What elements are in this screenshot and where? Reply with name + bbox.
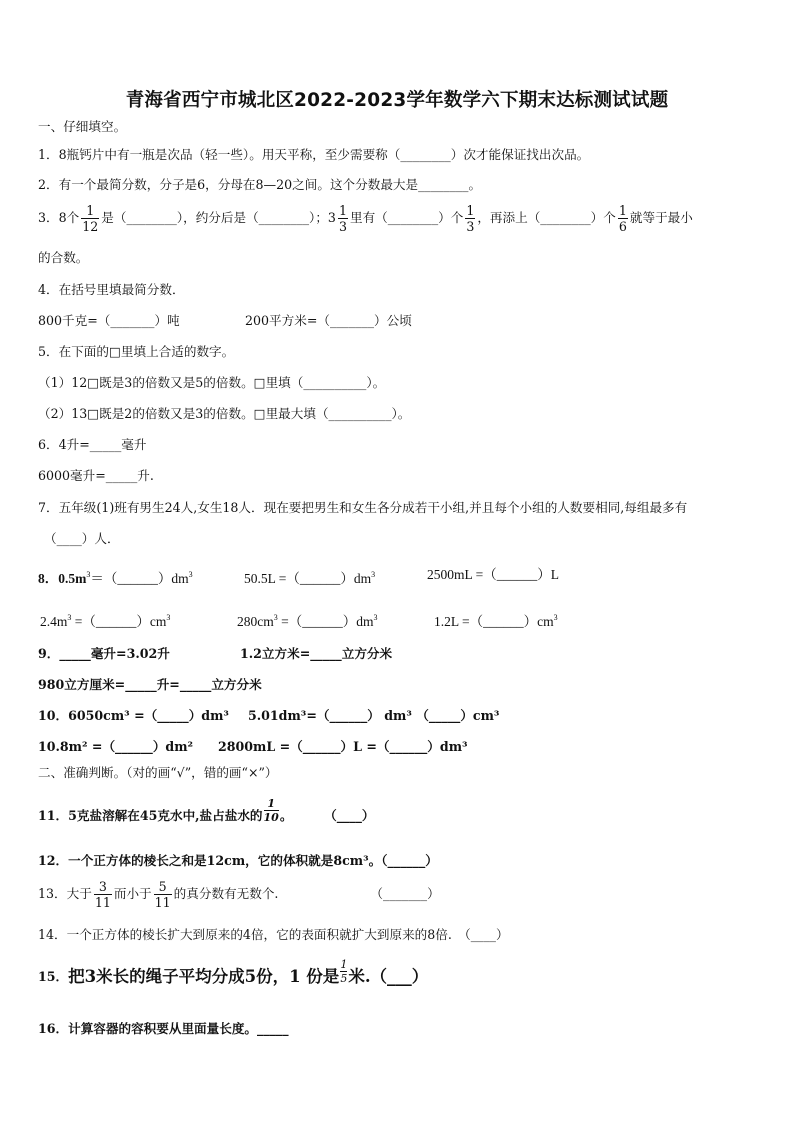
question-1: 1．8瓶钙片中有一瓶是次品（轻一些）。用天平称，至少需要称（________）次才能保证找出次品。 [38,147,590,162]
question-10b: 5.01dm³=（______） dm³ （_____）cm³ [248,708,500,723]
fraction: $\frac{1}{3}$ [466,203,475,234]
question-7: 7．五年级(1)班有男生24人,女生18人．现在要把男生和女生各分成若干小组,并且每个小组的人数要相同,每组最多有 [38,500,688,515]
question-13: 13．大于 $\frac{3}{11}$ 而小于 $\frac{5}{11}$ 的真分数有无数个. （_______） [38,879,440,910]
fraction: $\frac{1}{6}$ [618,203,627,234]
section-2-heading: 二、准确判断。（对的画“√”，错的画“×”） [38,765,278,780]
question-15: 15．把3米长的绳子平均分成5份，1 份是 $\frac{1}{5}$ 米.（___） [38,958,429,986]
question-9c: 980立方厘米=_____升=_____立方分米 [38,677,262,692]
question-2: 2．有一个最简分数，分子是6，分母在8—20之间。这个分数最大是________。 [38,177,482,192]
question-12: 12．一个正方体的棱长之和是12cm，它的体积就是8cm³。（______） [38,853,438,868]
question-11: 11．5克盐溶解在45克水中,盐占盐水的 $\frac{1}{10}$ 。 （____） [38,797,375,824]
fraction: $\frac{1}{3}$ [338,203,347,234]
question-8-item-3: 2500mL =（______）L [427,567,559,582]
question-3-continued: 的合数。 [38,250,89,265]
question-5b: （2）13□既是2的倍数又是3的倍数。□里最大填（__________）。 [38,406,411,421]
question-4a: 800千克=（_______）吨 [38,313,180,328]
question-6a: 6．4升=_____毫升 [38,437,147,452]
question-8-item-2: $50.5L =(\_\_\_\_\_\_)dm^3$ [244,570,376,586]
question-16: 16．计算容器的容积要从里面量长度。_____ [38,1021,289,1036]
fraction: $\frac{1}{12}$ [82,203,99,234]
question-4: 4．在括号里填最简分数． [38,282,185,297]
fraction: $\frac{3}{11}$ [94,879,111,910]
section-1-heading: 一、仔细填空。 [38,119,127,134]
question-4b: 200平方米=（_______）公顷 [245,313,412,328]
page-title: 青海省西宁市城北区2022-2023学年数学六下期末达标测试试题 [125,90,669,111]
fraction: $\frac{1}{10}$ [263,797,279,824]
question-8-item-4: $2.4m^3$ $=(\_\_\_\_\_\_)cm^3$ [40,613,171,629]
question-14: 14．一个正方体的棱长扩大到原来的4倍，它的表面积就扩大到原来的8倍. （____） [38,927,509,942]
fraction: $\frac{1}{5}$ [340,958,348,985]
question-8-item-5: $280cm^3$ $=(\_\_\_\_\_\_)dm^3$ [237,613,378,629]
question-10c: 10.8m² =（______）dm² [38,739,194,754]
question-3: 3．8个 $\frac{1}{12}$ 是（________），约分后是（________）；3 $\frac{1}{3}$ 里有（________）个 $\frac{1}{3}$ ，再添上（________）个 $\frac{1}{6}$ 就等于最小 [38,203,693,234]
question-9b: 1.2立方米=_____立方分米 [240,646,393,661]
question-7-continued: （____）人． [44,531,120,546]
question-5: 5．在下面的□里填上合适的数字。 [38,344,235,359]
question-8-item-1: 8．$0.5m^3=(\_\_\_\_\_\_)dm^3$ [38,570,193,586]
question-9a: 9．_____毫升=3.02升 [38,646,170,661]
question-10a: 10．6050cm³ =（_____）dm³ [38,708,229,723]
question-10d: 2800mL =（______）L =（______）dm³ [218,739,468,754]
question-5a: （1）12□既是3的倍数又是5的倍数。□里填（__________）。 [38,375,386,390]
question-6b: 6000毫升=_____升. [38,468,154,483]
question-8-item-6: $1.2L =(\_\_\_\_\_\_)cm^3$ [434,613,558,629]
fraction: $\frac{5}{11}$ [154,879,171,910]
